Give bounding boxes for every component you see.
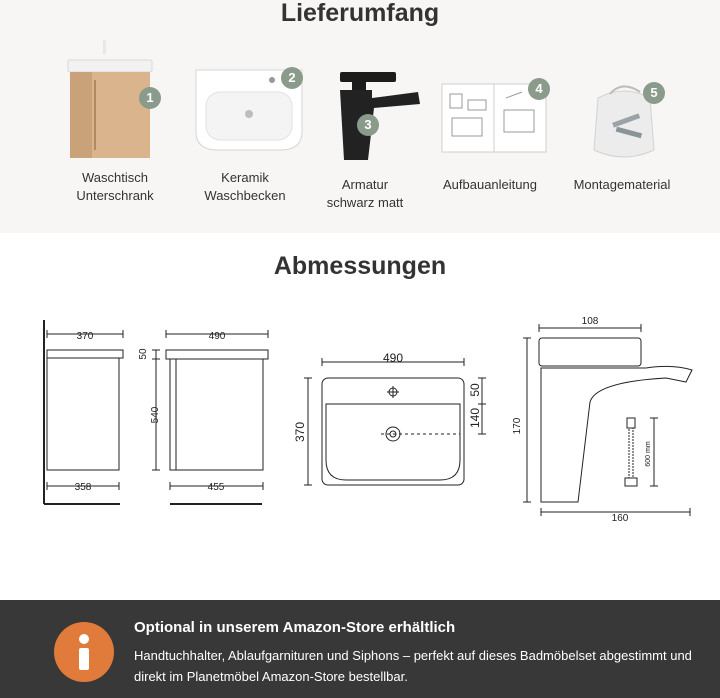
faucet-illustration: [340, 72, 420, 160]
side-top-width-label: 370: [76, 331, 94, 342]
scope-heading: Lieferumfang: [280, 0, 440, 27]
faucet-spout-depth-label: 108: [581, 316, 599, 327]
cabinet-body-height-label: 540: [150, 406, 161, 424]
dimensions-heading: Abmessungen: [273, 252, 447, 280]
info-icon: [54, 622, 114, 682]
front-top-width-label: 490: [208, 331, 226, 342]
front-bottom-width-label: 455: [207, 482, 225, 493]
basin-depth-label: 370: [293, 421, 307, 443]
hose-length-label: 600 mm: [645, 441, 652, 467]
item-4-badge: 4: [528, 78, 550, 100]
item-1-label: Waschtisch Unterschrank: [76, 170, 154, 203]
side-bottom-width-label: 358: [74, 482, 92, 493]
footer-text: Handtuchhalter, Ablaufgarnituren und Siphons – perfekt auf dieses Badmöbelset abgestimmt und direkt im Planetmöbel Amazon-Store bestellbar.: [134, 648, 692, 684]
cabinet-front-view: [152, 330, 268, 504]
footer-title: Optional in unserem Amazon-Store erhältlich: [134, 619, 456, 636]
cabinet-top-height-label: 50: [138, 348, 149, 360]
item-5-label: Montagematerial: [573, 177, 671, 192]
item-2-label: Keramik Waschbecken: [204, 170, 286, 203]
basin-top-view: [304, 358, 486, 485]
basin-rim-label: 50: [468, 383, 482, 397]
item-2-badge: 2: [281, 67, 303, 89]
faucet-height-label: 170: [512, 417, 523, 435]
basin-width-label: 490: [382, 351, 404, 365]
cabinet-side-view: [44, 320, 123, 504]
item-4-label: Aufbauanleitung: [443, 177, 537, 192]
item-1-badge: 1: [139, 87, 161, 109]
item-3-badge: 3: [357, 114, 379, 136]
item-3-label: Armatur schwarz matt: [326, 177, 404, 210]
item-5-badge: 5: [643, 82, 665, 104]
basin-drain-offset-label: 140: [468, 407, 482, 429]
faucet-side-view: [523, 324, 692, 516]
dimension-drawings: [0, 290, 720, 600]
faucet-base-depth-label: 160: [611, 513, 629, 524]
